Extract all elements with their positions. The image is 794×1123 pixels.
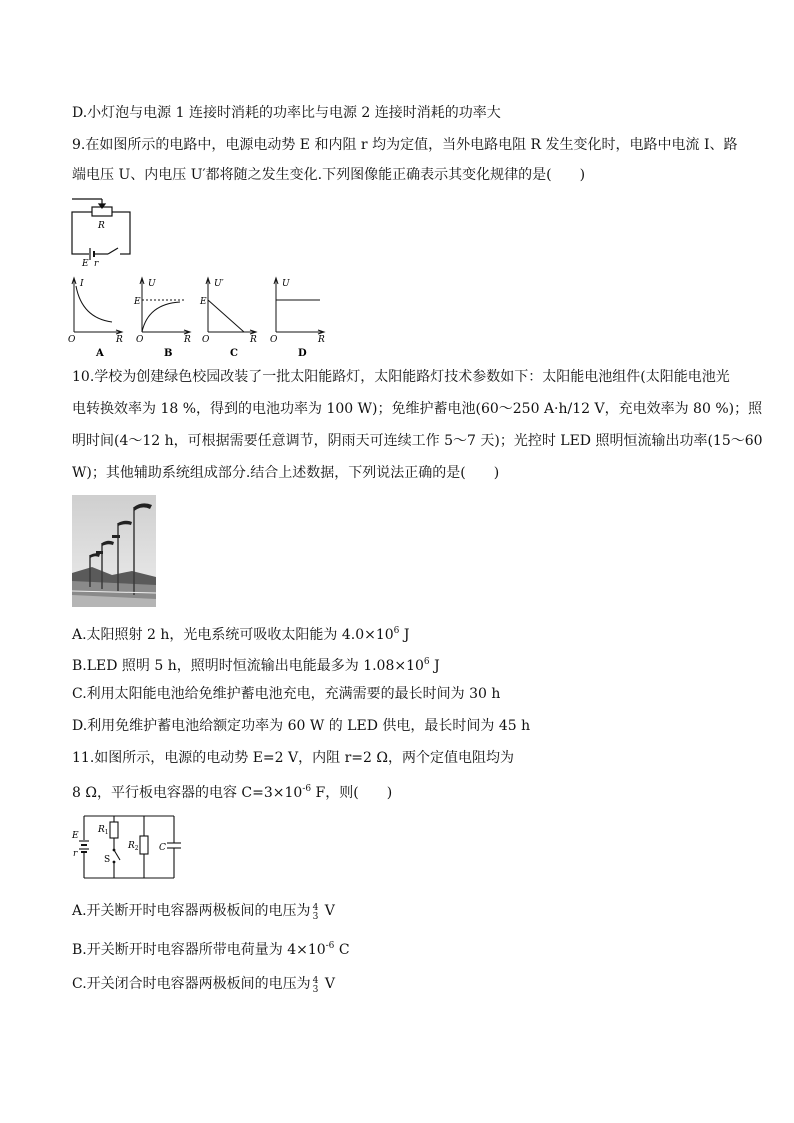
svg-text:E: E <box>200 297 207 307</box>
q11-resistor-r2 <box>140 836 148 854</box>
q11-option-a-fraction: 4 3 <box>312 903 319 922</box>
q11-option-b: B.开关断开时电容器所带电荷量为 $4\times 10^{-6}$ C <box>72 941 350 958</box>
q11-resistor-r1 <box>110 822 118 838</box>
q11-label-r1: $R_1$ <box>98 825 109 836</box>
q9-label-r: r <box>94 259 99 268</box>
q9-label-E: E <box>82 259 89 268</box>
q11-option-c: C.开关闭合时电容器两极板间的电压为 4 3 V <box>72 976 335 995</box>
q10-option-a: A.太阳照射 2 h，光电系统可吸收太阳能为 $4.0\times 10^6$ J <box>72 626 410 643</box>
q11-label-E: E <box>72 831 79 841</box>
q9-circuit-wire <box>72 212 130 254</box>
q9-option-c-label: C <box>230 348 238 359</box>
q10-option-c: C.利用太阳能电池给免维护蓄电池充电，充满需要的最长时间为 30 h <box>72 686 501 702</box>
q10-stem-line1: 10.学校为创建绿色校园改装了一批太阳能路灯，太阳能路灯技术参数如下：太阳能电池组件(太阳能电池光 <box>72 369 730 385</box>
svg-text:O: O <box>68 335 76 345</box>
q11-switch-s <box>114 850 120 860</box>
q9-circuit-diagram <box>70 196 140 268</box>
q9-option-b-label: B <box>164 348 173 359</box>
q9-graph-c <box>199 278 257 359</box>
svg-text:E: E <box>134 297 141 307</box>
q11-label-s: S <box>104 855 111 865</box>
q8-option-d: D.小灯泡与电源 1 连接时消耗的功率比与电源 2 连接时消耗的功率大 <box>72 105 501 121</box>
q10-streetlight-photo <box>72 495 156 607</box>
q11-stem-line1: 11.如图所示，电源的电动势 E=2 V，内阻 r=2 Ω，两个定值电阻均为 <box>72 750 514 766</box>
q11-option-a: A.开关断开时电容器两极板间的电压为 4 3 V <box>72 903 335 922</box>
svg-text:U′: U′ <box>214 279 224 289</box>
q9-graph-a <box>68 278 123 359</box>
q10-stem-line4: W)；其他辅助系统组成部分.结合上述数据，下列说法正确的是( ) <box>72 465 500 481</box>
q10-option-b: B.LED 照明 5 h，照明时恒流输出电能最多为 $1.08\times 10^6$ J <box>72 657 440 674</box>
q10-option-d: D.利用免维护蓄电池给额定功率为 60 W 的 LED 供电，最长时间为 45 h <box>72 718 531 734</box>
q9-option-a-label: A <box>96 348 104 359</box>
svg-text:O: O <box>270 335 278 345</box>
q9-stem-line1: 9.在如图所示的电路中，电源电动势 E 和内阻 r 均为定值，当外电路电阻 R 发生变化时，电路中电流 I、路 <box>72 137 738 153</box>
q11-label-r: r <box>73 849 78 859</box>
q9-stem-line2: 端电压 U、内电压 U′都将随之发生变化.下列图像能正确表示其变化规律的是( ) <box>72 167 586 183</box>
q9-label-R: R <box>98 221 105 231</box>
q11-stem-line2: 8 Ω，平行板电容器的电容 $C=3\times 10^{-6}$ F，则( ) <box>72 784 393 801</box>
q11-label-c: C <box>159 843 166 853</box>
svg-text:O: O <box>202 335 210 345</box>
q9-graph-b <box>133 278 191 359</box>
q9-graph-d <box>270 278 325 359</box>
svg-text:R: R <box>318 335 325 345</box>
q11-label-r2: $R_2$ <box>128 841 139 852</box>
q10-stem-line2: 电转换效率为 18 %，得到的电池功率为 100 W)；免维护蓄电池(60～250 A·h/12 V，充电效率为 80 %)；照 <box>72 401 763 417</box>
svg-text:U: U <box>282 279 290 289</box>
svg-text:R: R <box>116 335 123 345</box>
svg-text:U: U <box>148 279 156 289</box>
q11-option-c-fraction: 4 3 <box>312 976 319 995</box>
q9-graph-options <box>60 274 330 364</box>
q9-option-d-label: D <box>298 348 307 359</box>
svg-text:R: R <box>250 335 257 345</box>
svg-text:I: I <box>80 279 84 289</box>
svg-text:O: O <box>136 335 144 345</box>
q10-stem-line3: 明时间(4～12 h，可根据需要任意调节，阴雨天可连续工作 5～7 天)；光控时 LED 照明恒流输出功率(15～60 <box>72 433 763 449</box>
q11-circuit-diagram <box>70 812 182 884</box>
svg-text:R: R <box>184 335 191 345</box>
